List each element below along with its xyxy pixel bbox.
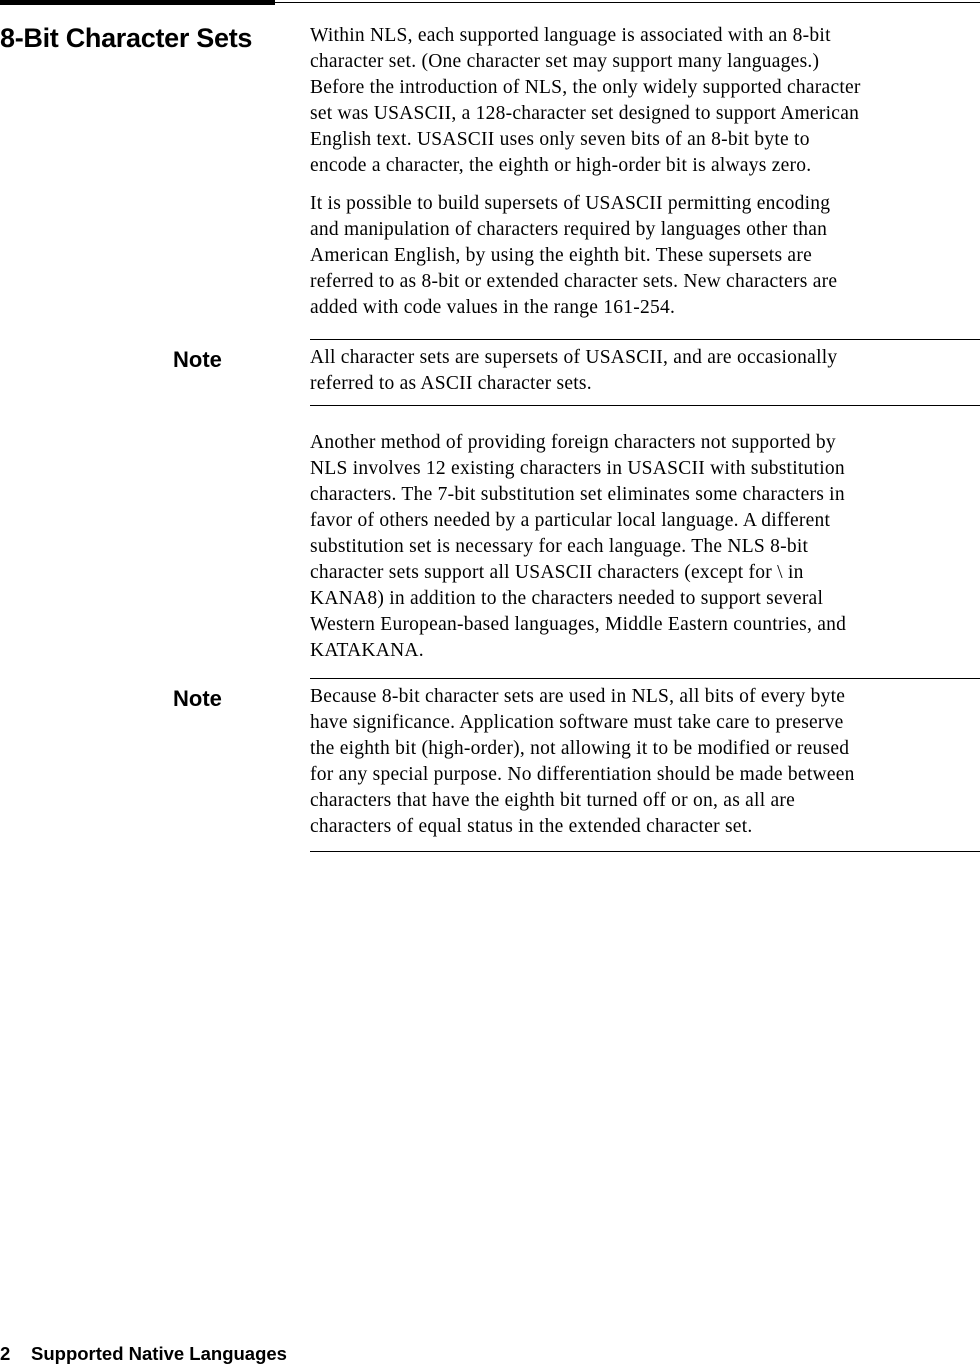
text-line: referred to as 8-bit or extended character sets. New characters are (310, 271, 838, 292)
section-title: 8-Bit Character Sets (0, 23, 253, 53)
text-line: characters of equal status in the extended character set. (310, 816, 753, 837)
text-line: Because 8-bit character sets are used in NLS, all bits of every byte (310, 686, 846, 707)
footer-title: Supported Native Languages (31, 1343, 287, 1364)
text-line: Before the introduction of NLS, the only widely supported character (310, 77, 861, 98)
page-footer (0, 1342, 287, 1366)
text-line: referred to as ASCII character sets. (310, 373, 592, 394)
text-line: for any special purpose. No differentiation should be made between (310, 764, 855, 785)
paragraph-3 (310, 430, 980, 664)
note-1-text (310, 345, 980, 397)
text-line: American English, by using the eighth bit. These supersets are (310, 245, 812, 266)
text-line: the eighth bit (high-order), not allowing it to be modified or reused (310, 738, 850, 759)
note-2-body (310, 684, 980, 840)
note-2-text (310, 684, 980, 840)
text-line: added with code values in the range 161-254. (310, 297, 676, 318)
text-line: and manipulation of characters required by languages other than (310, 219, 828, 240)
note-2-bottom-rule (310, 851, 980, 852)
text-line: English text. USASCII uses only seven bits of an 8-bit byte to (310, 129, 810, 150)
note-1-top-rule (310, 339, 980, 340)
note-1-label: Note (173, 347, 222, 372)
note-1-bottom-rule (310, 405, 980, 406)
text-line: set was USASCII, a 128-character set designed to support American (310, 103, 860, 124)
header-thick-rule (0, 0, 275, 5)
text-line: KATAKANA. (310, 640, 424, 661)
text-line: NLS involves 12 existing characters in USASCII with substitution (310, 458, 845, 479)
text-line: have significance. Application software must take care to preserve (310, 712, 844, 733)
text-line: favor of others needed by a particular local language. A different (310, 510, 831, 531)
text-line: character set. (One character set may support many languages.) (310, 51, 820, 72)
text-line: Western European-based languages, Middle Eastern countries, and (310, 614, 847, 635)
text-line: It is possible to build supersets of USASCII permitting encoding (310, 193, 831, 214)
text-line: encode a character, the eighth or high-order bit is always zero. (310, 155, 812, 176)
header-thin-rule (275, 2, 980, 3)
text-line: Within NLS, each supported language is associated with an 8-bit (310, 25, 831, 46)
text-line: All character sets are supersets of USASCII, and are occasionally (310, 347, 838, 368)
text-line: KANA8) in addition to the characters needed to support several (310, 588, 824, 609)
text-line: character sets support all USASCII characters (except for \ in (310, 562, 804, 583)
paragraph-2-text (310, 191, 980, 321)
note-1-body (310, 345, 980, 397)
note-2-top-rule (310, 678, 980, 679)
text-line: characters. The 7-bit substitution set eliminates some characters in (310, 484, 845, 505)
paragraph-1 (310, 23, 980, 179)
text-line: Another method of providing foreign characters not supported by (310, 432, 836, 453)
text-line: characters that have the eighth bit turned off or on, as all are (310, 790, 796, 811)
note-2-label: Note (173, 686, 222, 711)
paragraph-2 (310, 191, 980, 321)
text-line: substitution set is necessary for each language. The NLS 8-bit (310, 536, 809, 557)
page-number: 2 (0, 1343, 11, 1364)
paragraph-3-text (310, 430, 980, 664)
paragraph-1-text (310, 23, 980, 179)
